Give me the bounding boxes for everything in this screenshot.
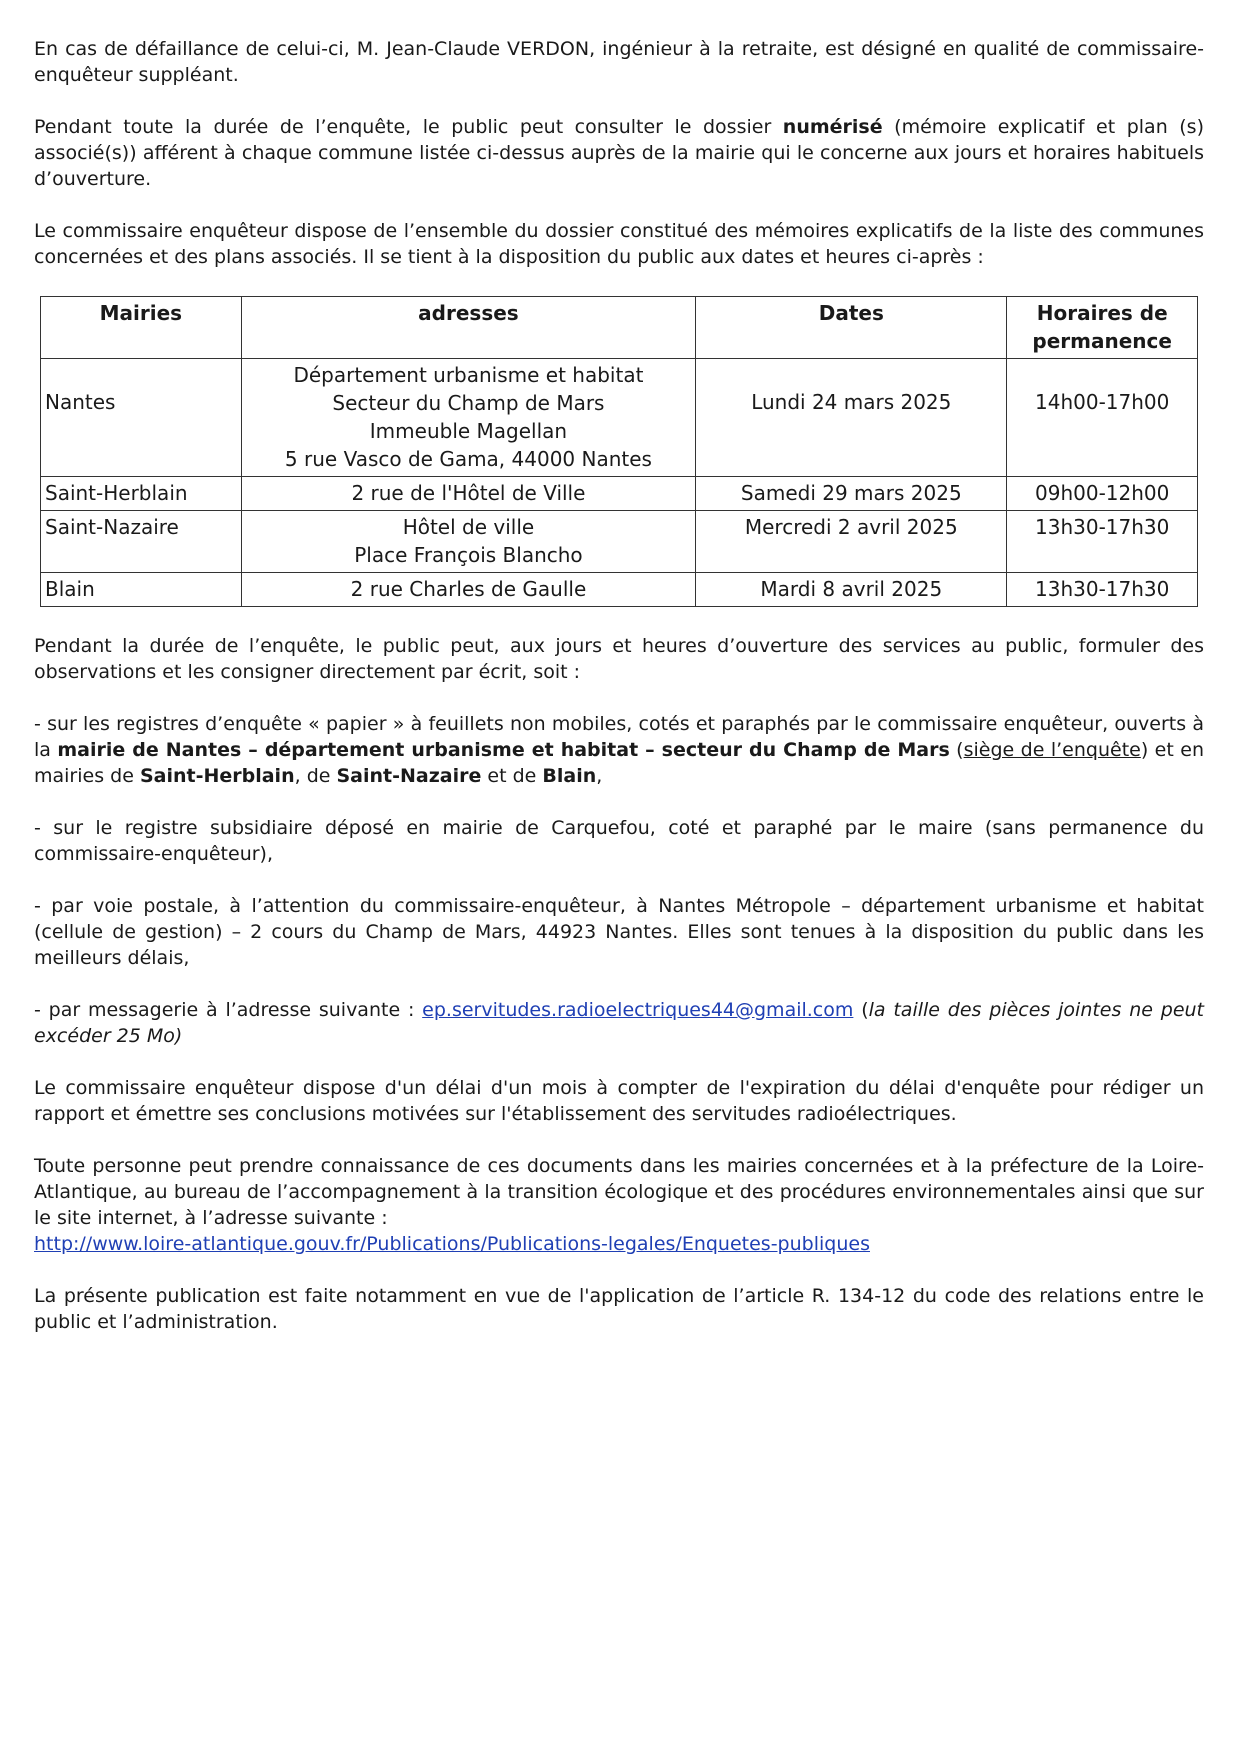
paragraph-url — [34, 1231, 1204, 1257]
paragraph-consultation — [34, 114, 1204, 192]
text-span: ( — [949, 739, 964, 761]
table-header-row — [41, 297, 1198, 359]
paragraph-registres-papier — [34, 711, 1204, 789]
text-span: Toute personne peut prendre connaissance de ces documents dans les mairies concernées et à la préfecture de la Loire-Atlantique, au bureau de l’accompagnement à la transition écologique et des procédures environnementales ainsi que sur le site internet, à l’adresse suivante : — [34, 1155, 1204, 1229]
bold-saint-nazaire: Saint-Nazaire — [336, 765, 482, 787]
header-horaires: Horaires de permanence — [1007, 297, 1198, 359]
table-row — [41, 359, 1198, 477]
paragraph-delai: Le commissaire enquêteur dispose d'un délai d'un mois à compter de l'expiration du délai d'enquête pour rédiger un rapport et émettre ses conclusions motivées sur l'établissement des servitudes radioélectriques. — [34, 1077, 1204, 1125]
text-span: Pendant toute la durée de l’enquête, le public peut consulter le dossier — [34, 116, 783, 138]
cell-horaire: 13h30-17h30 — [1007, 573, 1198, 607]
header-adresses: adresses — [241, 297, 695, 359]
adresse-line: Immeuble Magellan — [369, 419, 568, 443]
text-span: ) et en mairies de — [34, 739, 1204, 787]
email-link[interactable]: ep.servitudes.radioelectriques44@gmail.com — [422, 999, 854, 1021]
adresse-line: Département urbanisme et habitat — [293, 363, 644, 387]
paragraph-messagerie — [34, 997, 1204, 1049]
header-dates: Dates — [696, 297, 1007, 359]
text-span: et de — [481, 765, 543, 787]
adresse-line: 2 rue de l'Hôtel de Ville — [351, 481, 586, 505]
cell-horaire: 13h30-17h30 — [1007, 511, 1198, 573]
permanences-table — [40, 296, 1198, 607]
text-span: ( — [853, 999, 869, 1021]
bold-numerise: numérisé — [782, 116, 883, 138]
cell-date: Mercredi 2 avril 2025 — [696, 511, 1007, 573]
table-row — [41, 511, 1198, 573]
cell-date: Mardi 8 avril 2025 — [696, 573, 1007, 607]
cell-adresse — [241, 511, 695, 573]
table-row — [41, 477, 1198, 511]
paragraph-voie-postale: - par voie postale, à l’attention du commissaire-enquêteur, à Nantes Métropole – département urbanisme et habitat (cellule de gestion) – 2 cours du Champ de Mars, 44923 Nantes. Elles sont tenues à la disposition du public dans les meilleurs délais, — [34, 895, 1204, 969]
prefecture-url-link[interactable]: http://www.loire-atlantique.gouv.fr/Publications/Publications-legales/Enquetes-publiques — [34, 1233, 870, 1255]
cell-adresse — [241, 573, 695, 607]
paragraph-permanences-intro: Le commissaire enquêteur dispose de l’ensemble du dossier constitué des mémoires explicatifs de la liste des communes concernées et des plans associés. Il se tient à la disposition du public aux dates et heures ci-après : — [34, 220, 1204, 268]
adresse-line: Hôtel de ville — [402, 515, 535, 539]
text-span: - sur les registres d’enquête « papier » à feuillets non mobiles, cotés et paraphés par le commissaire enquêteur, ouverts à la — [34, 713, 1204, 761]
adresse-line: 5 rue Vasco de Gama, 44000 Nantes — [284, 447, 652, 471]
text-span: (mémoire explicatif et plan (s) associé(s)) afférent à chaque commune listée ci-dessus auprès de la mairie qui le concerne aux jours et horaires habituels d’ouverture. — [34, 116, 1204, 190]
document-page — [34, 36, 1204, 1361]
cell-date: Lundi 24 mars 2025 — [696, 359, 1007, 477]
adresse-line: Secteur du Champ de Mars — [332, 391, 605, 415]
paragraph-suppleant: En cas de défaillance de celui-ci, M. Jean-Claude VERDON, ingénieur à la retraite, est désigné en qualité de commissaire-enquêteur suppléant. — [34, 38, 1204, 86]
cell-date: Samedi 29 mars 2025 — [696, 477, 1007, 511]
table-row — [41, 573, 1198, 607]
paragraph-consultation-documents — [34, 1153, 1204, 1231]
cell-mairie: Saint-Nazaire — [41, 511, 242, 573]
header-mairies: Mairies — [41, 297, 242, 359]
underlined-siege: siège de l’enquête — [963, 739, 1141, 761]
paragraph-registre-subsidiaire: - sur le registre subsidiaire déposé en mairie de Carquefou, coté et paraphé par le maire (sans permanence du commissaire-enquêteur), — [34, 817, 1204, 865]
adresse-line: 2 rue Charles de Gaulle — [350, 577, 587, 601]
cell-mairie: Nantes — [41, 359, 242, 477]
text-span: , — [596, 765, 603, 787]
cell-adresse — [241, 359, 695, 477]
cell-mairie: Blain — [41, 573, 242, 607]
cell-adresse — [241, 477, 695, 511]
cell-mairie: Saint-Herblain — [41, 477, 242, 511]
paragraph-observations-intro: Pendant la durée de l’enquête, le public peut, aux jours et heures d’ouverture des services au public, formuler des observations et les consigner directement par écrit, soit : — [34, 635, 1204, 683]
text-span: , de — [294, 765, 337, 787]
bold-mairie-nantes: mairie de Nantes – département urbanisme et habitat – secteur du Champ de Mars — [57, 739, 950, 761]
adresse-line: Place François Blancho — [354, 543, 583, 567]
paragraph-publication: La présente publication est faite notamment en vue de l'application de l’article R. 134-12 du code des relations entre le public et l’administration. — [34, 1285, 1204, 1333]
bold-blain: Blain — [542, 765, 597, 787]
italic-note: la taille des pièces jointes ne peut excéder 25 Mo) — [34, 999, 1204, 1047]
cell-horaire: 14h00-17h00 — [1007, 359, 1198, 477]
bold-saint-herblain: Saint-Herblain — [139, 765, 295, 787]
text-span: - par messagerie à l’adresse suivante : — [34, 999, 423, 1021]
cell-horaire: 09h00-12h00 — [1007, 477, 1198, 511]
